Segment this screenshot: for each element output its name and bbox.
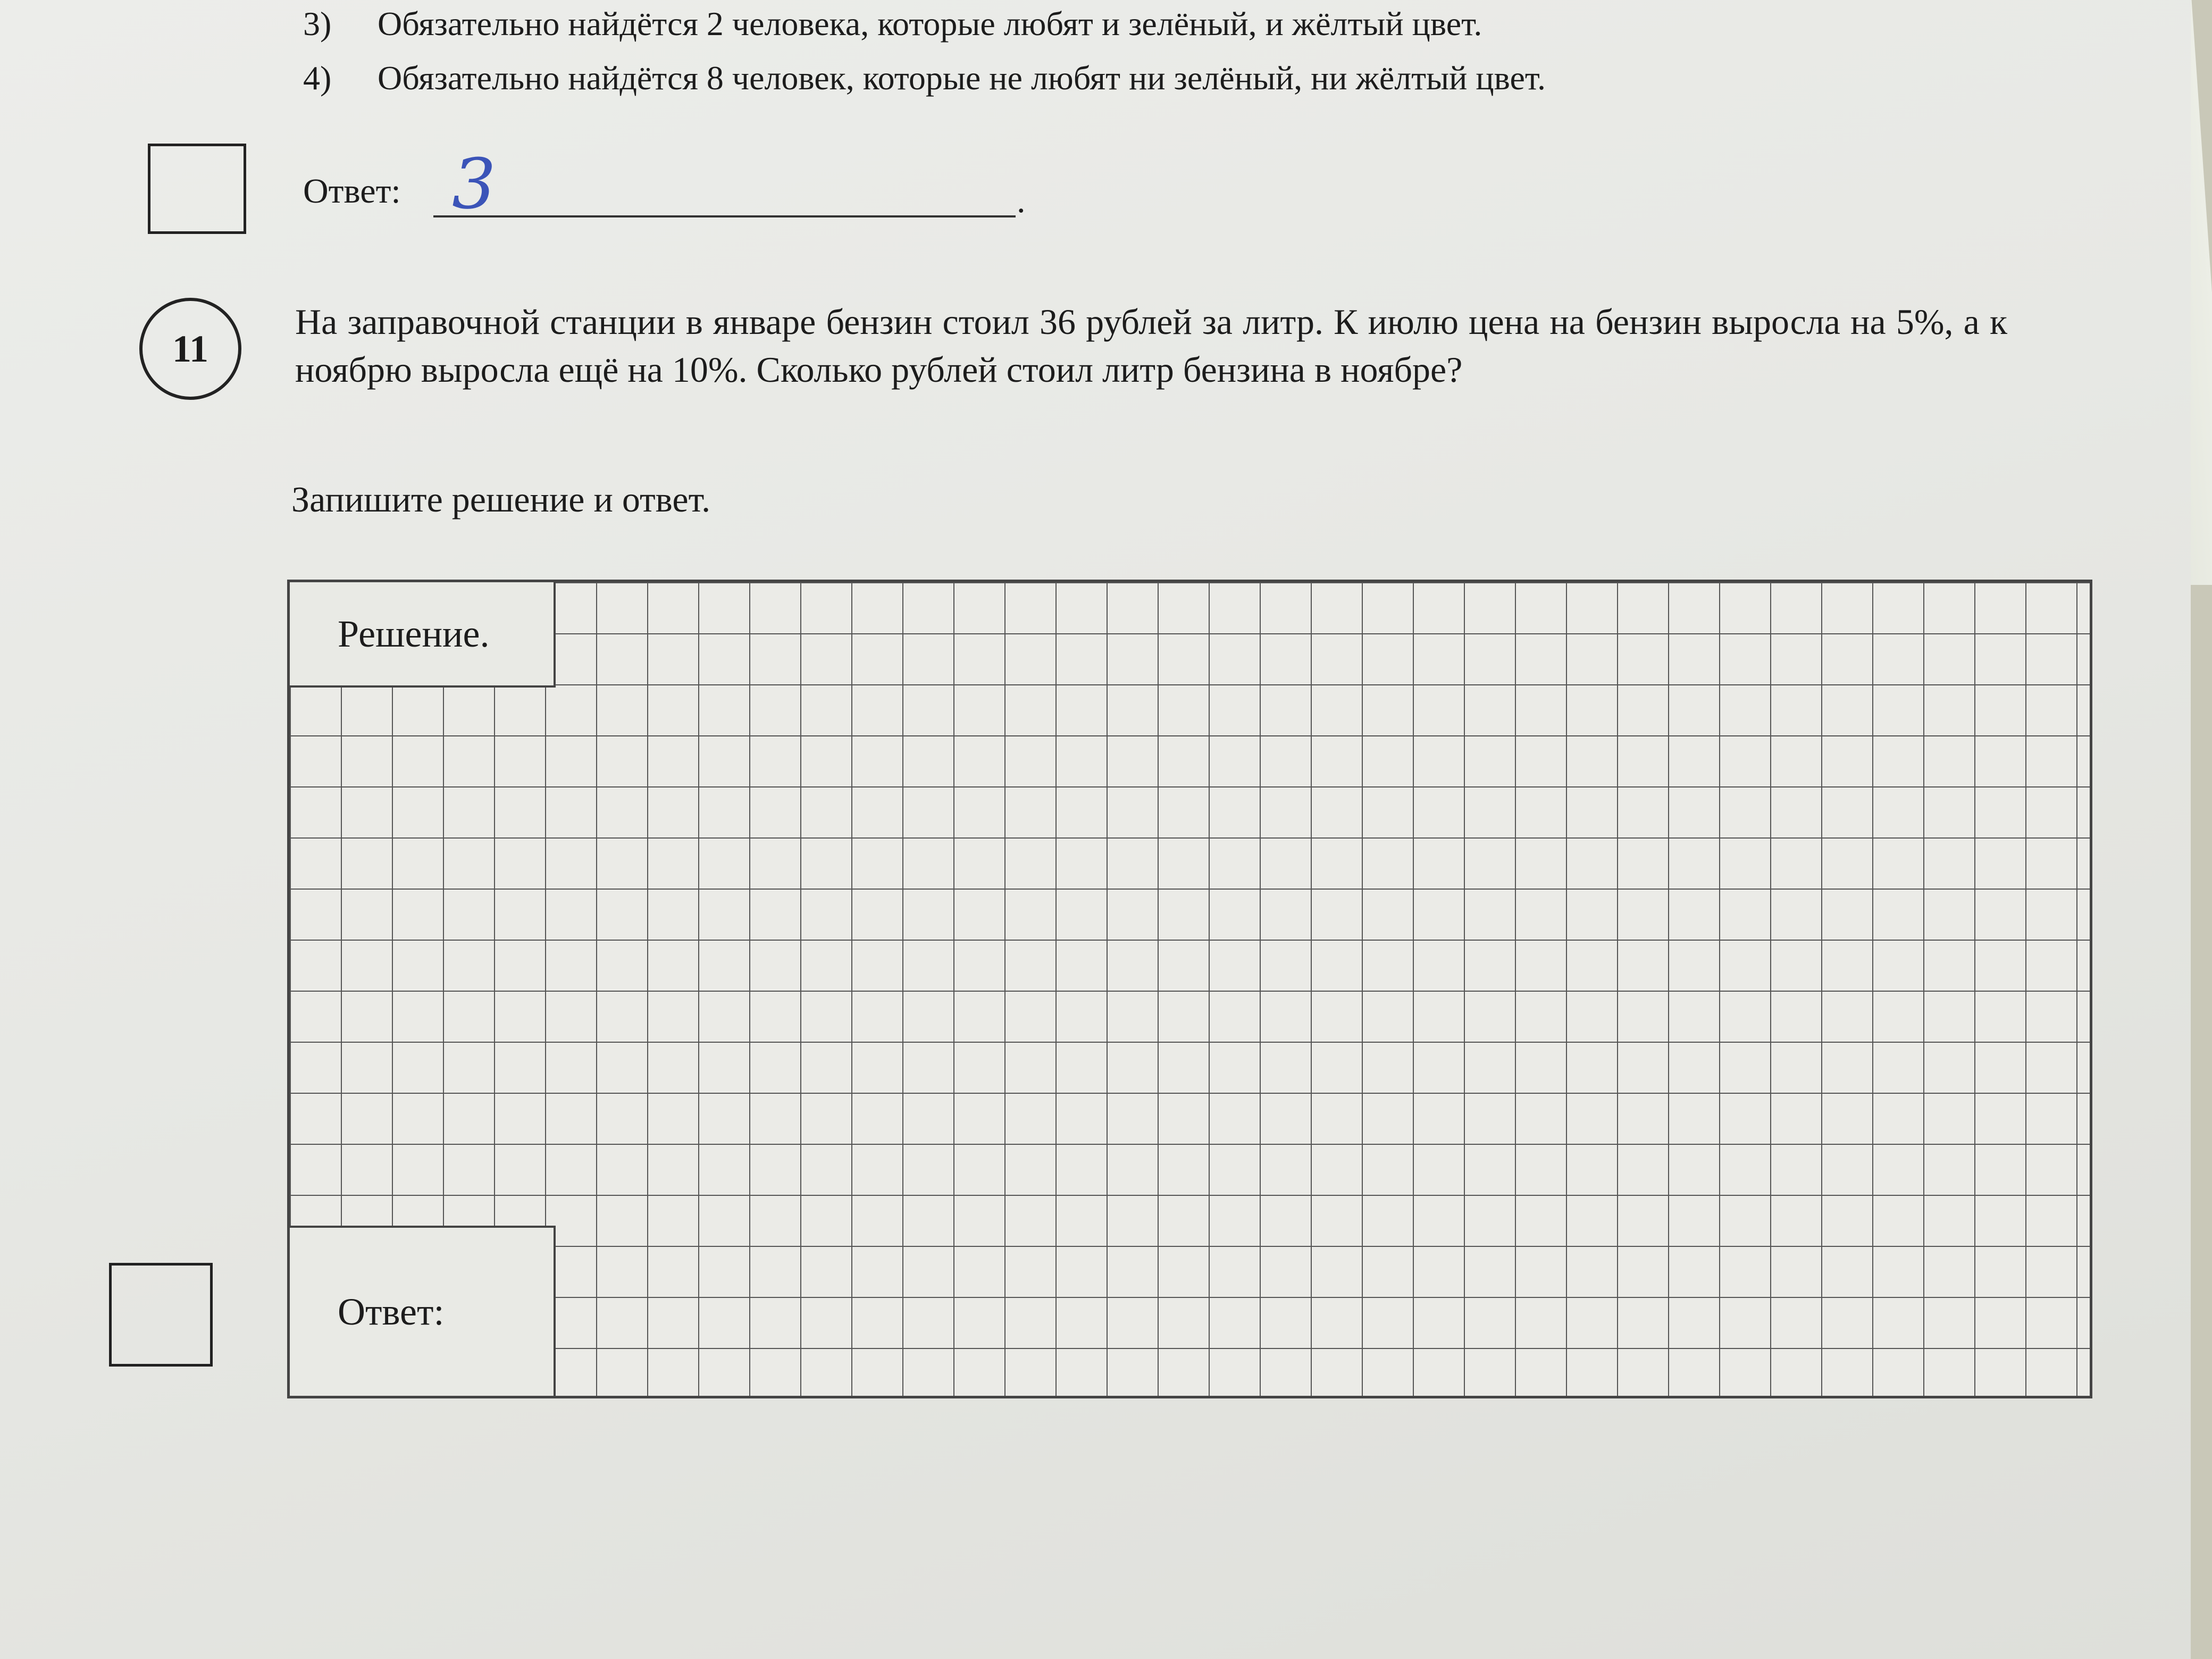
task-text: На заправочной станции в январе бензин стоил 36 рублей за литр. К июлю цена на бензин выросла на 5%, а к ноябрю выросла ещё на 10%. Сколько рублей стоил литр бензина в ноябре?	[295, 301, 2007, 390]
task-number-circle	[139, 298, 241, 400]
option-number: 4)	[303, 59, 332, 97]
prev-answer-end-mark: .	[1017, 181, 1026, 220]
prev-answer-label: Ответ:	[303, 172, 401, 211]
solution-label: Решение.	[338, 612, 490, 655]
option-text: Обязательно найдётся 8 человек, которые не любят ни зелёный, ни жёлтый цвет.	[378, 59, 1546, 97]
score-box-task-11[interactable]	[109, 1263, 213, 1367]
prev-answer-line[interactable]	[433, 189, 1016, 217]
option-number: 3)	[303, 5, 332, 43]
task-number: 11	[172, 327, 209, 370]
option-3	[303, 4, 1482, 44]
solution-label-cell	[290, 582, 556, 688]
answer-label-cell	[290, 1226, 556, 1396]
answer-label: Ответ:	[338, 1290, 445, 1333]
solution-grid[interactable]	[287, 580, 2092, 1398]
task-instruction: Запишите решение и ответ.	[291, 479, 711, 520]
option-text: Обязательно найдётся 2 человека, которые любят и зелёный, и жёлтый цвет.	[378, 5, 1482, 43]
prev-answer-handwritten: 3	[452, 144, 496, 224]
score-box-prev[interactable]	[148, 144, 246, 234]
option-4	[303, 58, 1546, 98]
